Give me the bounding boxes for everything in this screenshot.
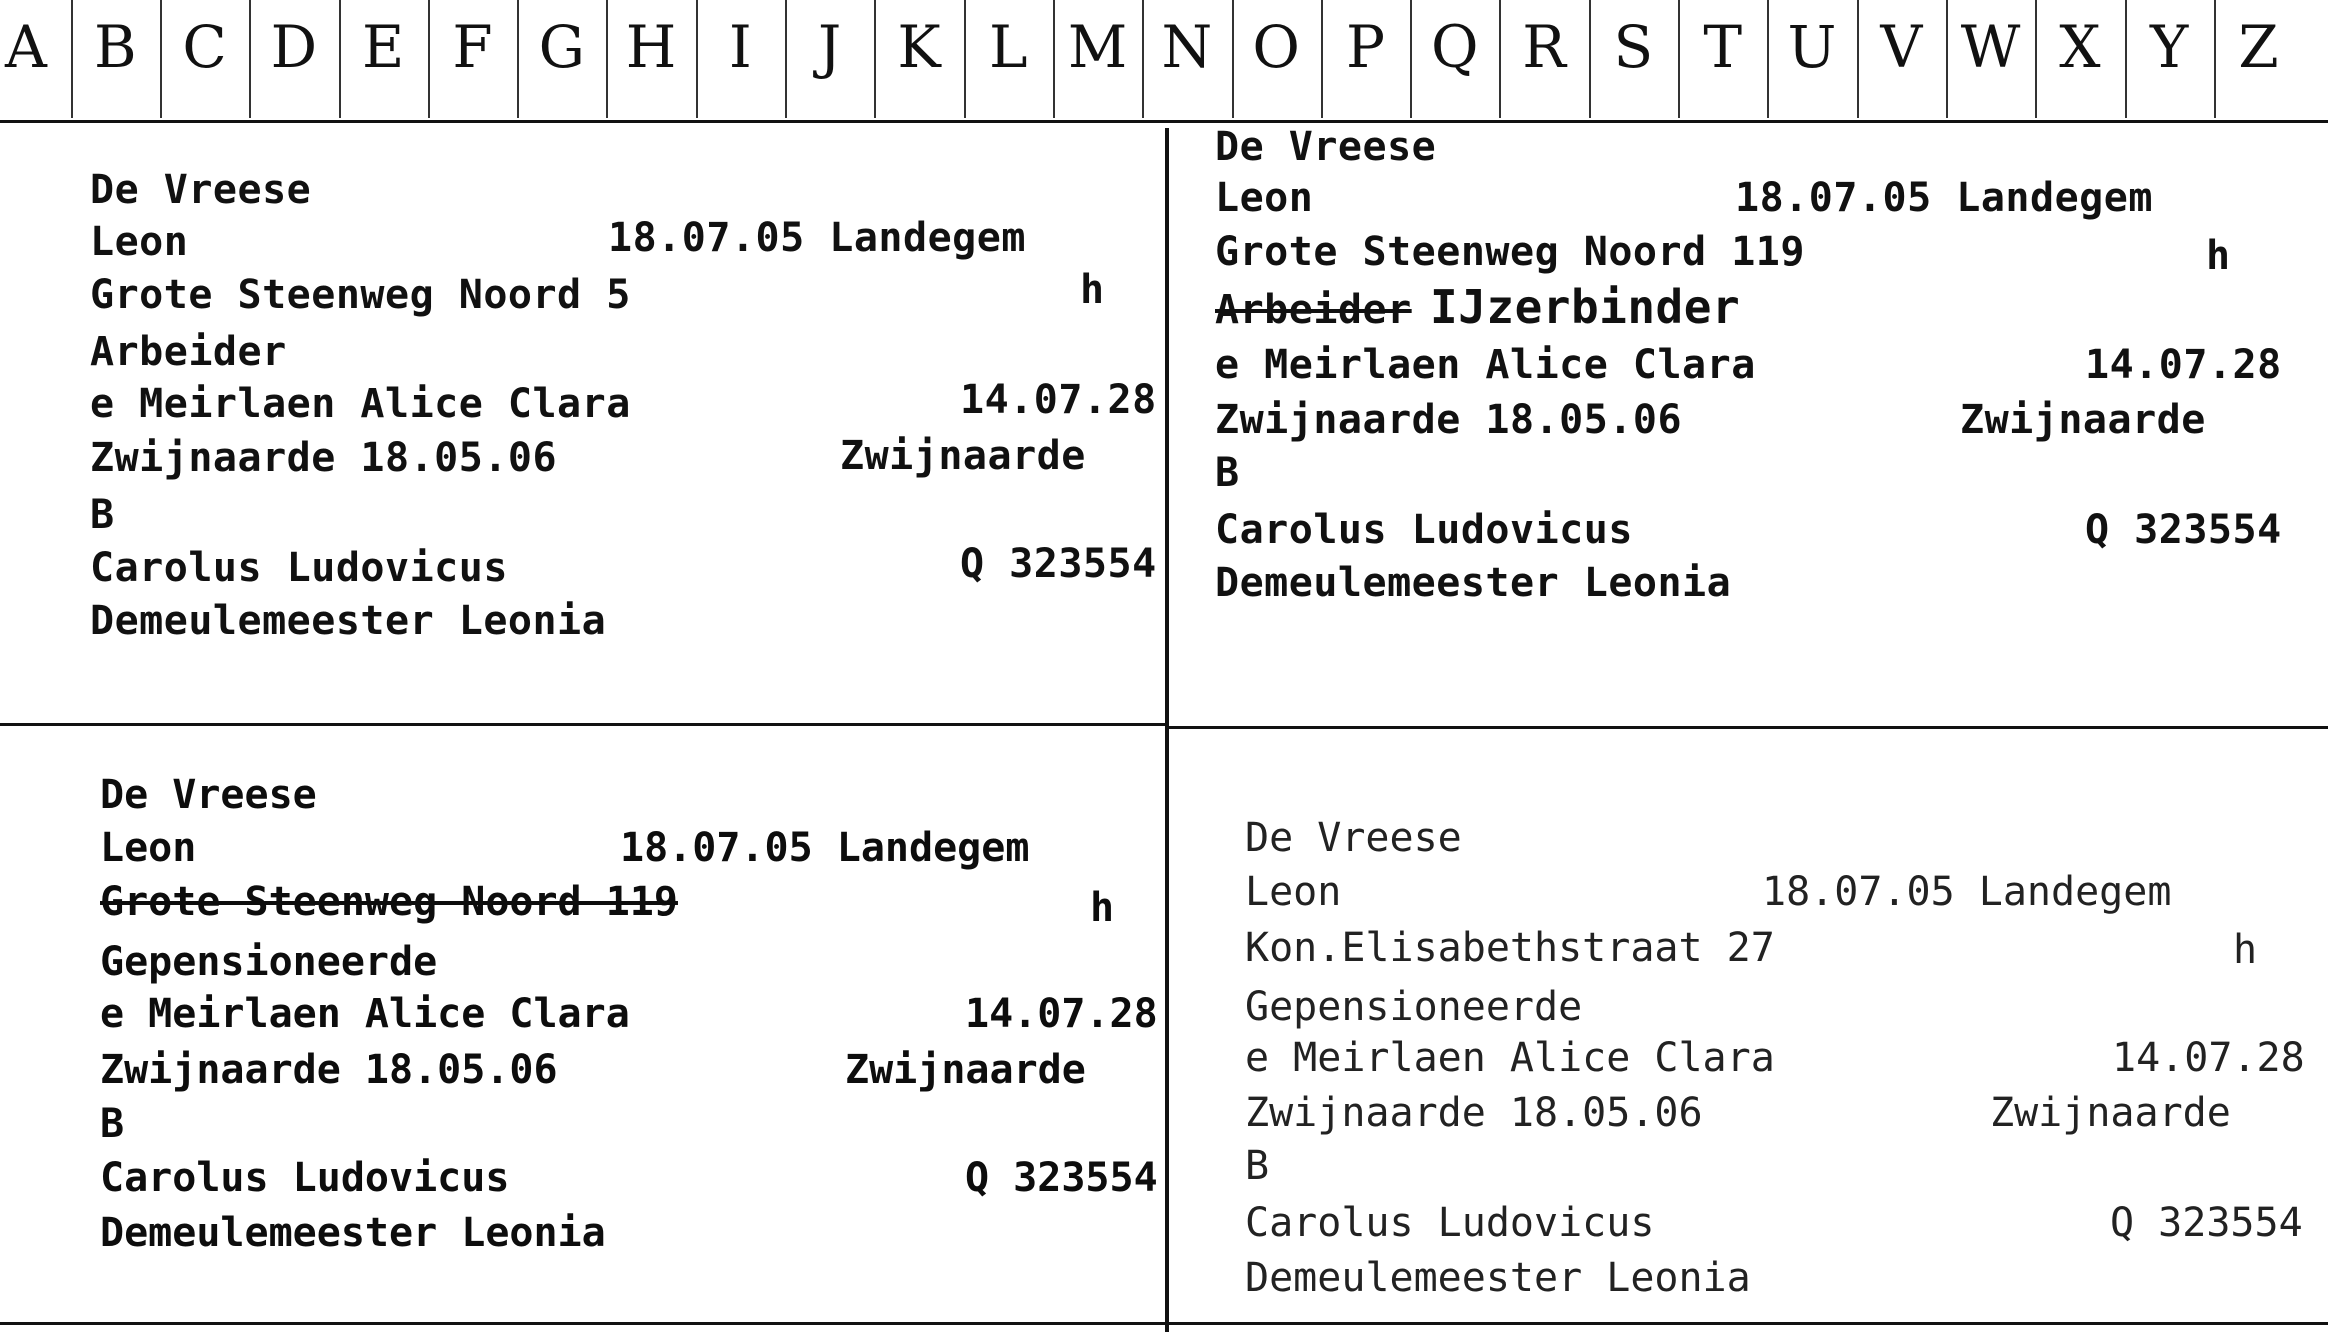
marriage-date: 14.07.28: [2085, 342, 2282, 388]
occupation: Gepensioneerde: [100, 939, 438, 985]
spouse: e Meirlaen Alice Clara: [1245, 1035, 1775, 1081]
surname: De Vreese: [1245, 815, 1462, 861]
index-letter-u: U: [1787, 13, 1837, 81]
index-letter-y: Y: [2150, 13, 2189, 81]
firstname: Leon: [90, 219, 189, 265]
record-number: Q 323554: [2110, 1200, 2303, 1246]
marriage-place: Zwijnaarde: [1990, 1090, 2231, 1136]
index-letter-e: E: [362, 13, 405, 81]
code-letter: B: [90, 492, 115, 538]
surname: De Vreese: [100, 772, 317, 818]
birth-date-place: 18.07.05 Landegem: [620, 825, 1030, 871]
mother: Demeulemeester Leonia: [100, 1210, 606, 1256]
spouse: e Meirlaen Alice Clara: [1215, 342, 1756, 388]
mother: Demeulemeester Leonia: [90, 598, 607, 644]
marker-h: h: [2233, 927, 2258, 973]
firstname: Leon: [100, 825, 197, 871]
birth-date-place: 18.07.05 Landegem: [1762, 869, 2172, 915]
index-letter-i: I: [728, 13, 752, 81]
index-letter-a: A: [5, 13, 47, 81]
record-number: Q 323554: [2085, 507, 2282, 553]
record-number: Q 323554: [965, 1155, 1158, 1201]
spouse: e Meirlaen Alice Clara: [100, 991, 630, 1037]
occupation: Arbeider: [90, 329, 287, 375]
marriage-date: 14.07.28: [960, 377, 1157, 423]
index-letter-h: H: [625, 13, 677, 81]
index-letter-m: M: [1067, 13, 1128, 81]
address-struck: Grote Steenweg Noord 119: [100, 879, 678, 925]
father: Carolus Ludovicus: [90, 545, 508, 591]
marker-h: h: [2206, 233, 2231, 279]
occupation-struck: Arbeider: [1215, 287, 1412, 333]
index-letter-s: S: [1613, 13, 1654, 81]
surname: De Vreese: [90, 167, 312, 213]
index-letter-v: V: [1880, 13, 1923, 81]
mother: Demeulemeester Leonia: [1215, 560, 1732, 606]
spouse-birth: Zwijnaarde 18.05.06: [1245, 1090, 1703, 1136]
spouse-birth: Zwijnaarde 18.05.06: [1215, 397, 1683, 443]
firstname: Leon: [1215, 175, 1314, 221]
marriage-date: 14.07.28: [2112, 1035, 2305, 1081]
record-number: Q 323554: [960, 541, 1157, 587]
index-letter-z: Z: [2238, 13, 2279, 81]
card-divider-horizontal-right: [1169, 726, 2328, 729]
occupation: IJzerbinder: [1430, 280, 1741, 334]
index-letter-n: N: [1161, 13, 1213, 81]
marriage-date: 14.07.28: [965, 991, 1158, 1037]
surname: De Vreese: [1215, 124, 1437, 170]
spouse-birth: Zwijnaarde 18.05.06: [90, 435, 558, 481]
index-letter-l: L: [989, 13, 1028, 81]
birth-date-place: 18.07.05 Landegem: [1735, 175, 2153, 221]
marriage-place: Zwijnaarde: [840, 433, 1086, 479]
card-divider-vertical: [1165, 128, 1169, 1332]
father: Carolus Ludovicus: [100, 1155, 510, 1201]
address: Kon.Elisabethstraat 27: [1245, 925, 1775, 971]
index-letter-p: P: [1345, 13, 1386, 81]
alphabet-index-strip: [0, 0, 2328, 123]
index-letter-w: W: [1960, 13, 2021, 81]
card-divider-horizontal-left: [0, 723, 1165, 726]
index-letter-f: F: [452, 13, 493, 81]
bottom-rule: [0, 1322, 2328, 1325]
birth-date-place: 18.07.05 Landegem: [608, 215, 1026, 261]
marker-h: h: [1090, 885, 1115, 931]
mother: Demeulemeester Leonia: [1245, 1255, 1751, 1301]
firstname: Leon: [1245, 869, 1342, 915]
index-letter-j: J: [818, 13, 842, 81]
father: Carolus Ludovicus: [1245, 1200, 1655, 1246]
index-letter-k: K: [897, 13, 941, 81]
marker-h: h: [1080, 267, 1105, 313]
marriage-place: Zwijnaarde: [1960, 397, 2206, 443]
address: Grote Steenweg Noord 119: [1215, 229, 1805, 275]
index-letter-c: C: [182, 13, 227, 81]
index-letter-o: O: [1252, 13, 1300, 81]
father: Carolus Ludovicus: [1215, 507, 1633, 553]
code-letter: B: [1245, 1143, 1270, 1189]
index-letter-g: G: [538, 13, 585, 81]
index-letter-d: D: [270, 13, 318, 81]
code-letter: B: [100, 1101, 125, 1147]
code-letter: B: [1215, 450, 1240, 496]
index-letter-q: Q: [1431, 13, 1479, 81]
index-letter-r: R: [1522, 13, 1566, 81]
spouse-birth: Zwijnaarde 18.05.06: [100, 1047, 558, 1093]
index-letter-t: T: [1703, 13, 1743, 81]
occupation: Gepensioneerde: [1245, 984, 1583, 1030]
address: Grote Steenweg Noord 5: [90, 272, 631, 318]
marriage-place: Zwijnaarde: [845, 1047, 1086, 1093]
index-letter-b: B: [93, 13, 137, 81]
index-letter-x: X: [2059, 13, 2101, 81]
spouse: e Meirlaen Alice Clara: [90, 381, 631, 427]
